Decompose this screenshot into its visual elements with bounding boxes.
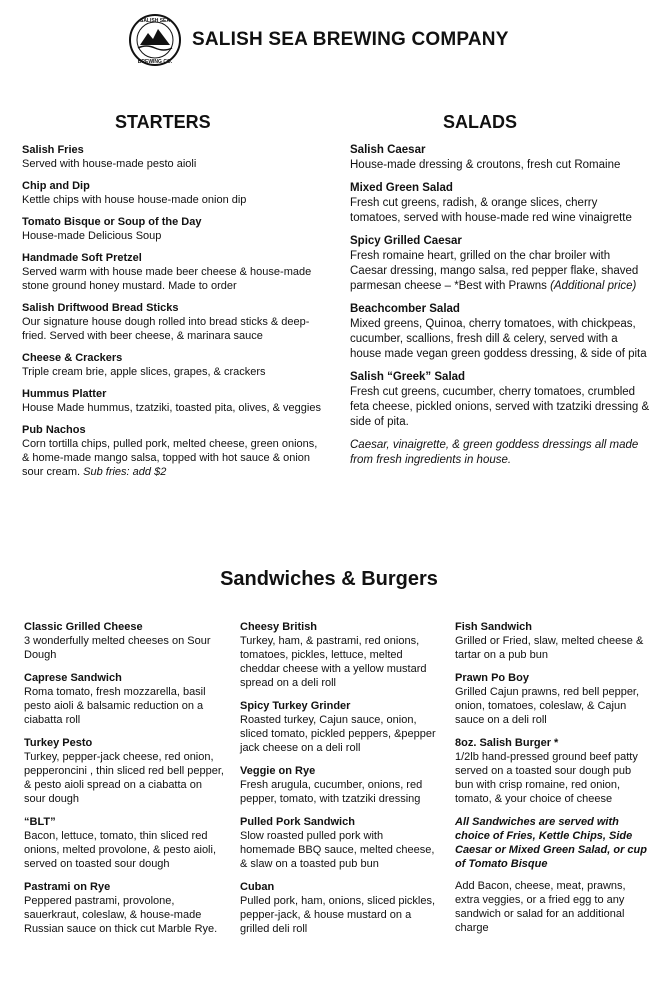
menu-item: [350, 143, 650, 173]
menu-item-description: [24, 894, 224, 936]
menu-item-description-text: House-made dressing & croutons, fresh cut Romaine: [350, 159, 621, 171]
menu-item-description: [24, 685, 224, 727]
menu-item-description: [350, 317, 650, 362]
menu-item: [350, 181, 650, 226]
menu-item-description: [350, 249, 650, 294]
menu-item: [24, 671, 224, 727]
logo-text-top: SALISH SEA: [139, 18, 171, 24]
addon-note: Add Bacon, cheese, meat, prawns, extra veggies, or a fried egg to any sandwich or salad for an additional charge: [455, 880, 626, 934]
menu-item-description-text: Our signature house dough rolled into bread sticks & deep-fried. Served with beer cheese, & marinara sauce: [22, 316, 310, 342]
menu-item: [22, 351, 322, 379]
menu-item: [240, 880, 440, 936]
menu-item-name: Spicy Turkey Grinder: [240, 700, 351, 712]
menu-item-name: Salish “Greek” Salad: [350, 371, 466, 383]
menu-item: [350, 370, 650, 430]
menu-item-description-text: Fresh cut greens, cucumber, cherry tomatoes, crumbled feta cheese, pickled onions, served with tzatziki dressing & side of pita.: [350, 386, 650, 428]
menu-item: [240, 815, 440, 871]
menu-item-description-text: Peppered pastrami, provolone, sauerkraut, coleslaw, & house-made Russian sauce on thick cut Marble Rye.: [24, 895, 218, 935]
sides-note: All Sandwiches are served with choice of Fries, Kettle Chips, Side Caesar or Mixed Green Salad, or cup of Tomato Bisque: [455, 816, 647, 870]
menu-item: [240, 764, 440, 806]
menu-item-description-text: Served warm with house made beer cheese & house-made stone ground honey mustard. Made to order: [22, 266, 312, 292]
menu-item: [22, 215, 322, 243]
menu-item-name: Classic Grilled Cheese: [24, 621, 143, 633]
menu-item-name: Hummus Platter: [22, 388, 107, 400]
menu-item-description: [22, 401, 322, 415]
menu-item-description-text: Turkey, pepper-jack cheese, red onion, pepperoncini , thin sliced red bell pepper, & pesto aioli spread on a ciabatta on sour dough: [24, 751, 224, 805]
menu-item: [22, 301, 322, 343]
menu-item: [22, 179, 322, 207]
menu-item: [22, 251, 322, 293]
menu-item-description-text: Pulled pork, ham, onions, sliced pickles, pepper-jack, & house mustard on a grilled deli roll: [240, 895, 436, 935]
menu-item-description: [240, 634, 440, 690]
menu-item-name: Chip and Dip: [22, 180, 90, 192]
menu-item-description-text: Fresh romaine heart, grilled on the char broiler with Caesar dressing, mango salsa, red pepper flake, shaved parmesan cheese – *Best with Prawns: [350, 250, 639, 292]
menu-item-description: [350, 196, 650, 226]
menu-item-note: (Additional price): [550, 280, 637, 292]
menu-item: [22, 423, 322, 479]
menu-item-description-text: Mixed greens, Quinoa, cherry tomatoes, with chickpeas, cucumber, scallions, fresh dill & celery, served with a house made vegan green goddess dressing, & side of pita: [350, 318, 647, 360]
brand-name: SALISH SEA BREWING COMPANY: [192, 29, 509, 50]
brewery-logo-icon: [128, 13, 182, 67]
menu-item-name: Salish Driftwood Bread Sticks: [22, 302, 179, 314]
menu-item-name: Spicy Grilled Caesar: [350, 235, 462, 247]
menu-item: [455, 736, 650, 806]
menu-item-name: Handmade Soft Pretzel: [22, 252, 142, 264]
menu-item-name: Tomato Bisque or Soup of the Day: [22, 216, 202, 228]
menu-item-name: Salish Fries: [22, 144, 84, 156]
menu-item-description-text: 3 wonderfully melted cheeses on Sour Dough: [24, 635, 211, 661]
menu-item: [455, 671, 650, 727]
menu-item-name: Cheese & Crackers: [22, 352, 123, 364]
menu-item-name: Prawn Po Boy: [455, 672, 529, 684]
menu-item-name: Turkey Pesto: [24, 737, 93, 749]
menu-item-name: Pastrami on Rye: [24, 881, 111, 893]
menu-item: [22, 143, 322, 171]
sandwiches-column-1: [24, 620, 224, 945]
menu-item-name: Pulled Pork Sandwich: [240, 816, 355, 828]
menu-item-description: [455, 634, 650, 662]
menu-item: [24, 815, 224, 871]
menu-item-description: [240, 829, 440, 871]
menu-item-description-text: Triple cream brie, apple slices, grapes, & crackers: [22, 366, 266, 378]
menu-item-description-text: Bacon, lettuce, tomato, thin sliced red onions, melted provolone, & pesto aioli, served on toasted sour dough: [24, 830, 217, 870]
menu-item: [24, 736, 224, 806]
menu-item-description: [24, 829, 224, 871]
menu-item-description-text: Served with house-made pesto aioli: [22, 158, 197, 170]
menu-item-description: [22, 365, 322, 379]
menu-item-name: Caprese Sandwich: [24, 672, 122, 684]
menu-item-description: [22, 265, 322, 293]
menu-item-name: Salish Caesar: [350, 144, 426, 156]
menu-item-description: [22, 229, 322, 243]
salads-footer-note: Caesar, vinaigrette, & green goddess dressings all made from fresh ingredients in house.: [350, 439, 639, 466]
menu-item-description: [22, 193, 322, 207]
menu-item-description: [455, 750, 650, 806]
menu-item: [24, 880, 224, 936]
header: [128, 14, 509, 66]
menu-item-description-text: Kettle chips with house house-made onion dip: [22, 194, 247, 206]
menu-item-name: Mixed Green Salad: [350, 182, 453, 194]
salads-list: [350, 143, 650, 468]
menu-item-description: [22, 157, 322, 171]
menu-item: [455, 620, 650, 662]
menu-item-description: [455, 685, 650, 727]
menu-item-description-text: Grilled Cajun prawns, red bell pepper, onion, tomatoes, coleslaw, & Cajun sauce on a deli roll: [455, 686, 640, 726]
menu-item-description: [240, 713, 440, 755]
menu-item-description-text: Turkey, ham, & pastrami, red onions, tomatoes, pickles, lettuce, melted cheddar cheese with a yellow mustard spread on a deli roll: [240, 635, 427, 689]
menu-item-description-text: Grilled or Fried, slaw, melted cheese & tartar on a pub bun: [455, 635, 644, 661]
menu-item-description: [22, 437, 322, 479]
menu-item-description-text: Corn tortilla chips, pulled pork, melted cheese, green onions, & home-made mango salsa, topped with hot sauce & onion sour cream.: [22, 438, 318, 478]
menu-item-name: Pub Nachos: [22, 424, 86, 436]
menu-item-description: [350, 385, 650, 430]
menu-item-description-text: Fresh arugula, cucumber, onions, red pepper, tomato, with tzatziki dressing: [240, 779, 423, 805]
menu-item-description: [240, 778, 440, 806]
menu-item-description: [22, 315, 322, 343]
menu-item-note: Sub fries: add $2: [83, 466, 167, 478]
starters-list: [22, 143, 322, 487]
menu-item: [350, 234, 650, 294]
menu-item: [350, 302, 650, 362]
menu-item-description: [24, 634, 224, 662]
menu-item-name: 8oz. Salish Burger *: [455, 737, 559, 749]
menu-item-description-text: House Made hummus, tzatziki, toasted pita, olives, & veggies: [22, 402, 321, 414]
menu-item-description: [240, 894, 440, 936]
menu-item-description-text: 1/2lb hand-pressed ground beef patty served on a toasted sour dough pub bun with crisp romaine, red onion, tomato, & your choice of cheese: [455, 751, 638, 805]
menu-item: [22, 387, 322, 415]
menu-item-name: Cheesy British: [240, 621, 318, 633]
sandwiches-column-2: [240, 620, 440, 945]
starters-title: STARTERS: [115, 112, 211, 132]
menu-item-description-text: Slow roasted pulled pork with homemade BBQ sauce, melted cheese, & slaw on a toasted pub bun: [240, 830, 435, 870]
sandwiches-column-3: [455, 620, 650, 935]
sandwiches-title: Sandwiches & Burgers: [220, 568, 438, 590]
menu-item-description-text: Roma tomato, fresh mozzarella, basil pesto aioli & balsamic reduction on a ciabatta roll: [24, 686, 206, 726]
menu-item-description-text: House-made Delicious Soup: [22, 230, 162, 242]
menu-item-description-text: Fresh cut greens, radish, & orange slices, cherry tomatoes, served with house-made red wine vinaigrette: [350, 197, 632, 224]
menu-item-description: [350, 158, 650, 173]
menu-item: [24, 620, 224, 662]
menu-item-name: “BLT”: [24, 816, 56, 828]
menu-item-description: [24, 750, 224, 806]
logo-text-bottom: BREWING CO.: [137, 59, 173, 65]
menu-item-name: Fish Sandwich: [455, 621, 533, 633]
menu-item-name: Cuban: [240, 881, 275, 893]
menu-item: [240, 620, 440, 690]
menu-item-name: Beachcomber Salad: [350, 303, 460, 315]
menu-item-description-text: Roasted turkey, Cajun sauce, onion, sliced tomato, pickled peppers, &pepper jack cheese on a deli roll: [240, 714, 436, 754]
menu-item: [240, 699, 440, 755]
menu-item-name: Veggie on Rye: [240, 765, 316, 777]
salads-title: SALADS: [443, 112, 518, 132]
